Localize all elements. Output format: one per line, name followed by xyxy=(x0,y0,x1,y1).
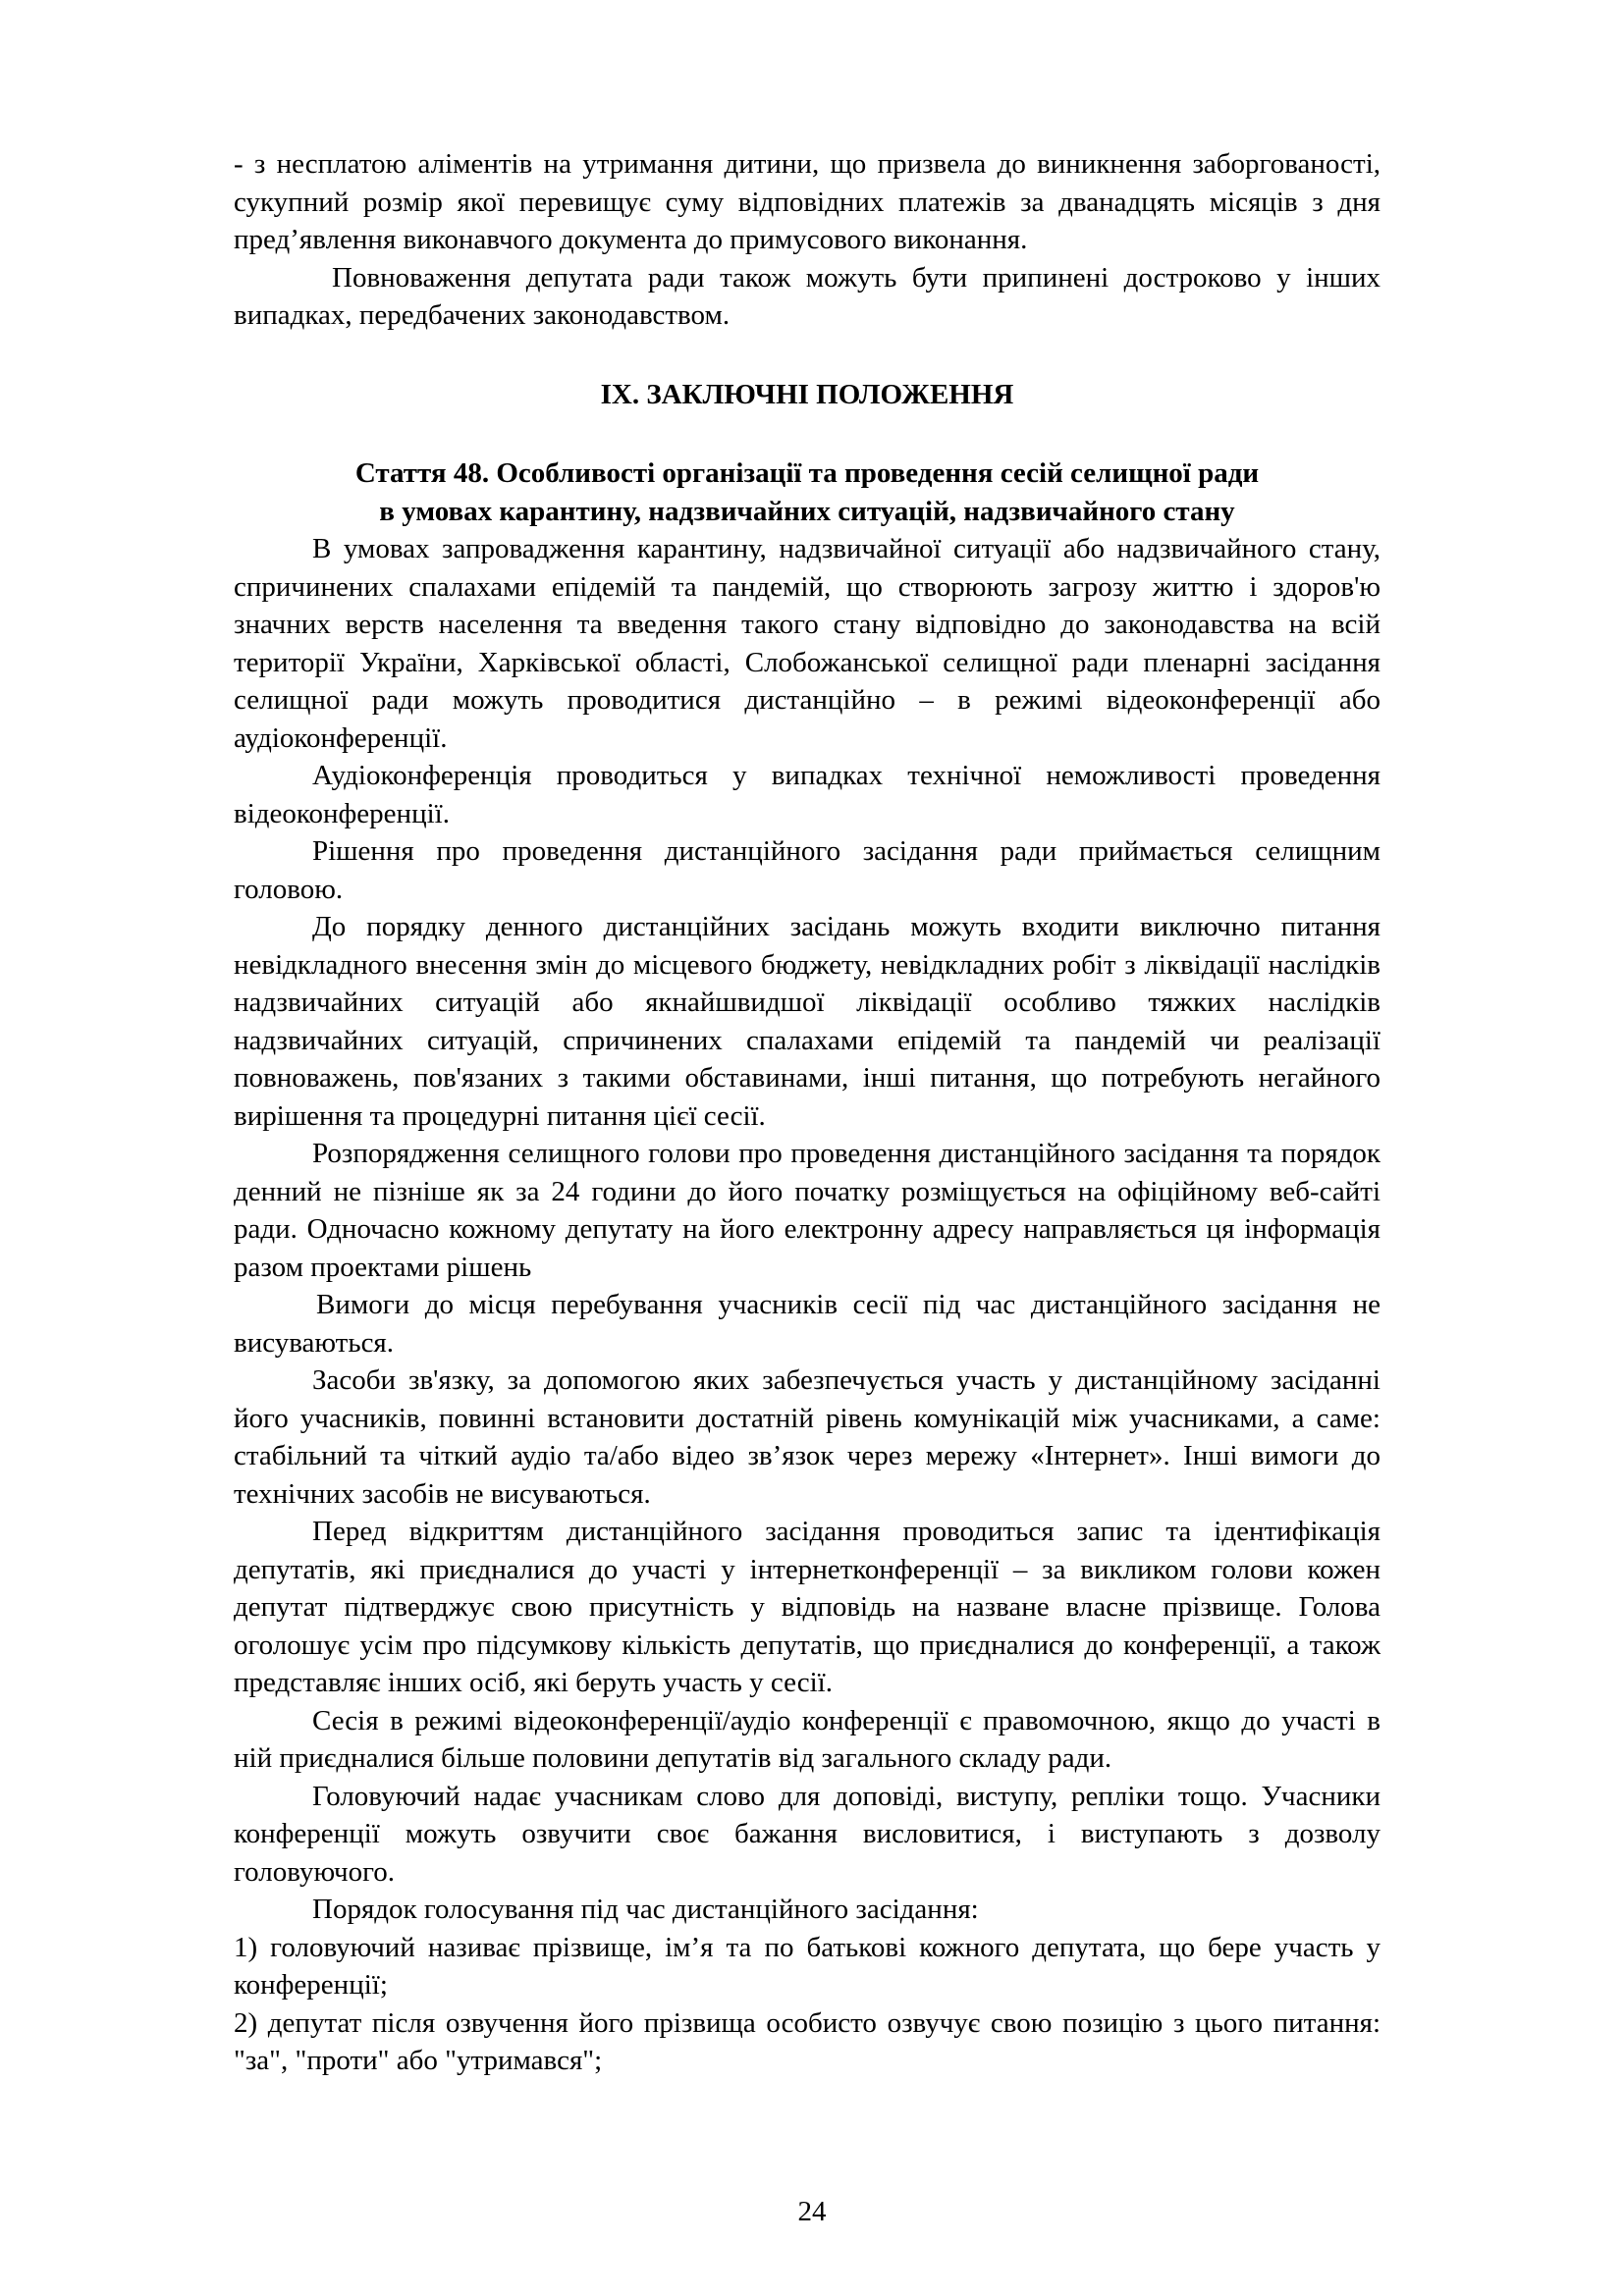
paragraph-agenda: До порядку денного дистанційних засідань можуть входити виключно питання невідкладного внесення змін до місцевого бюджету, невідкладних робіт з ліквідації наслідків надзвичайних ситуацій або якнайшвидшої ліквідації особливо тяжких наслідків надзвичайних ситуацій, спричинених спалахами епідемій та пандемій чи реалізації повноважень, пов'язаних з такими обставинами, інші питання, що потребують негайного вирішення та процедурні питання цієї сесії. xyxy=(234,911,1380,1132)
page-number: 24 xyxy=(797,2196,827,2227)
article-title xyxy=(234,454,1380,530)
paragraph-order: Розпорядження селищного голови про проведення дистанційного засідання та порядок денний не пізніше як за 24 години до його початку розміщується на офіційному веб-сайті ради. Одночасно кожному депутату на його електронну адресу направляється ця інформація разом проектами рішень xyxy=(234,1138,1380,1283)
paragraph-remote-sessions: В умовах запровадження карантину, надзвичайної ситуації або надзвичайного стану, спричинених спалахами епідемій та пандемій, що створюють загрозу життю і здоров'ю значних верств населення та введення такого стану відповідно до законодавства на всій території України, Харківської області, Слобожанської селищної ради пленарні засідання селищної ради можуть проводитися дистанційно – в режимі відеоконференції або аудіоконференції. xyxy=(234,533,1380,754)
article-title-line-2: в умовах карантину, надзвичайних ситуацій, надзвичайного стану xyxy=(379,495,1235,527)
paragraph-identification: Перед відкриттям дистанційного засідання проводиться запис та ідентифікація депутатів, які приєдналися до участі у інтернетконференції – за викликом голови кожен депутат підтверджує свою присутність у відповідь на назване власне прізвище. Голова оголошує усім про підсумкову кількість депутатів, що приєдналися до конференції, а також представляє інших осіб, які беруть участь у сесії. xyxy=(234,1516,1380,1698)
list-item-voting-1: 1) головуючий називає прізвище, ім’я та по батькові кожного депутата, що бере участь у конференції; xyxy=(234,1931,1380,2001)
paragraph-early-termination: Повноваження депутата ради також можуть бути припинені достроково у інших випадках, передбачених законодавством. xyxy=(234,261,1380,331)
article-title-line-1: Стаття 48. Особливості організації та проведення сесій селищної ради xyxy=(354,457,1260,489)
paragraph-location-requirements: Вимоги до місця перебування учасників сесії під час дистанційного засідання не висуваються. xyxy=(234,1289,1380,1359)
paragraph-decision: Рішення про проведення дистанційного засідання ради приймається селищним головою. xyxy=(234,835,1380,905)
paragraph-audioconference: Аудіоконференція проводиться у випадках технічної неможливості проведення відеоконференції. xyxy=(234,760,1380,829)
paragraph-speaking: Головуючий надає учасникам слово для доповіді, виступу, репліки тощо. Учасники конференції можуть озвучити своє бажання висловитися, і виступають з дозволу головуючого. xyxy=(234,1780,1380,1888)
document-page xyxy=(234,145,1380,2080)
paragraph-alimony: - з несплатою аліментів на утримання дитини, що призвела до виникнення заборгованості, сукупний розмір якої перевищує суму відповідних платежів за дванадцять місяців з дня пред’явлення виконавчого документа до примусового виконання. xyxy=(234,148,1380,255)
paragraph-quorum: Сесія в режимі відеоконференції/аудіо конференції є правомочною, якщо до участі в ній приєдналися більше половини депутатів від загального складу ради. xyxy=(234,1704,1380,1774)
paragraph-communication: Засоби зв'язку, за допомогою яких забезпечується участь у дистанційному засіданні його учасників, повинні встановити достатній рівень комунікацій між учасниками, а саме: стабільний та чіткий аудіо та/або відео зв’язок через мережу «Інтернет». Інші вимоги до технічних засобів не висуваються. xyxy=(234,1364,1380,1510)
list-item-voting-2: 2) депутат після озвучення його прізвища особисто озвучує свою позицію з цього питання: "за", "проти" або "утримався"; xyxy=(234,2006,1380,2076)
section-title: IX. ЗАКЛЮЧНІ ПОЛОЖЕННЯ xyxy=(600,378,1014,410)
paragraph-voting-procedure: Порядок голосування під час дистанційного засідання: xyxy=(312,1894,979,1925)
